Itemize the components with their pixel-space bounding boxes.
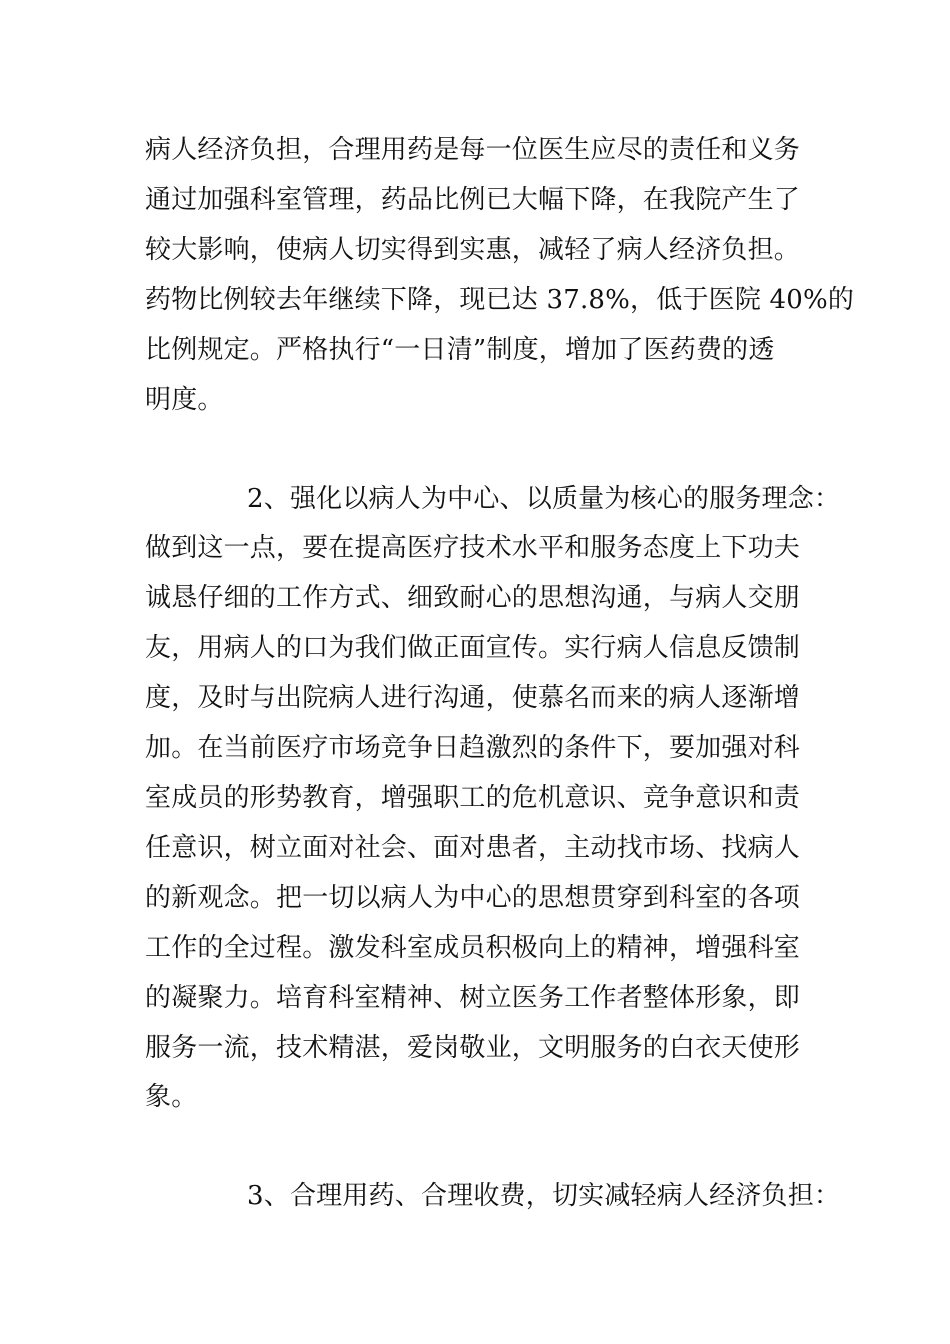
text-line: 的凝聚力。培育科室精神、树立医务工作者整体形象，即 [145, 983, 801, 1013]
text-line: 病人经济负担，合理用药是每一位医生应尽的责任和义务 [145, 135, 801, 165]
text-line: 通过加强科室管理，药品比例已大幅下降，在我院产生了 [145, 185, 801, 215]
text-line: 药物比例较去年继续下降，现已达 37.8%，低于医院 40%的 [145, 285, 855, 315]
text-line: 的新观念。把一切以病人为中心的思想贯穿到科室的各项 [145, 883, 801, 913]
paragraph-heading: 2、强化以病人为中心、以质量为核心的服务理念： [247, 484, 841, 514]
text-line: 友，用病人的口为我们做正面宣传。实行病人信息反馈制 [145, 633, 801, 663]
text-line: 加。在当前医疗市场竞争日趋激烈的条件下，要加强对科 [145, 733, 801, 763]
text-line: 室成员的形势教育，增强职工的危机意识、竞争意识和责 [145, 783, 801, 813]
text-line: 度，及时与出院病人进行沟通，使慕名而来的病人逐渐增 [145, 683, 801, 713]
text-line: 较大影响，使病人切实得到实惠，减轻了病人经济负担。 [145, 235, 801, 265]
text-line: 明度。 [145, 385, 224, 415]
text-line: 比例规定。严格执行“一日清”制度，增加了医药费的透 [145, 335, 775, 365]
text-line: 服务一流，技术精湛，爱岗敬业，文明服务的白衣天使形 [145, 1033, 801, 1063]
text-line: 工作的全过程。激发科室成员积极向上的精神，增强科室 [145, 933, 801, 963]
paragraph-heading: 3、合理用药、合理收费，切实减轻病人经济负担： [247, 1181, 841, 1211]
text-line: 做到这一点，要在提高医疗技术水平和服务态度上下功夫 [145, 533, 801, 563]
text-line: 象。 [145, 1082, 198, 1112]
text-line: 任意识，树立面对社会、面对患者，主动找市场、找病人 [145, 833, 801, 863]
text-line: 诚恳仔细的工作方式、细致耐心的思想沟通，与病人交朋 [145, 583, 801, 613]
